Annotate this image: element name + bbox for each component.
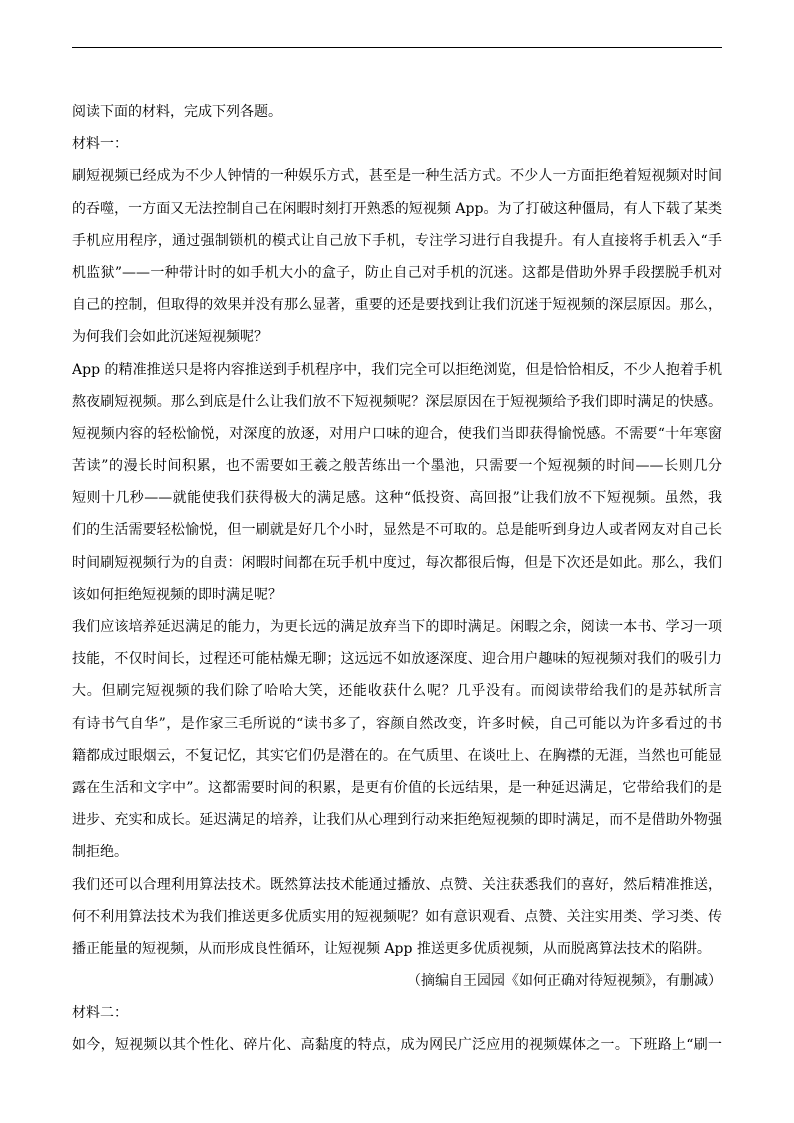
text-line: 如今，短视频以其个性化、碎片化、高黏度的特点，成为网民广泛应用的视频媒体之一。下班路上“刷一 [72,1037,722,1054]
source-note: （摘编自王园园《如何正确对待短视频》，有删减） [407,973,722,990]
text-line: 手机应用程序，通过强制锁机的模式让自己放下手机，专注学习进行自我提升。有人直接将手机丢入“手 [72,232,722,249]
text-line: 时间刷短视频行为的自责：闲暇时间都在玩手机中度过，每次都很后悔，但是下次还是如此。那么，我们 [72,554,722,571]
text-line: 播正能量的短视频，从而形成良性循环，让短视频 App 推送更多优质视频，从而脱离算法技术的陷阱。 [72,940,711,957]
instruction: 阅读下面的材料，完成下列各题。 [72,104,282,120]
text-line: 技能，不仅时间长，过程还可能枯燥无聊；这远远不如放逐深度、迎合用户趣味的短视频对我们的吸引力 [72,651,722,668]
text-line: 短视频内容的轻松愉悦，对深度的放逐，对用户口味的迎合，使我们当即获得愉悦感。不需要“十年寒窗 [72,425,722,442]
text-line: 的吞噬，一方面又无法控制自己在闲暇时刻打开熟悉的短视频 App。为了打破这种僵局，有人下载了某类 [72,200,722,217]
text-line: 机监狱”——一种带计时的如手机大小的盒子，防止自己对手机的沉迷。这都是借助外界手段摆脱手机对 [72,264,722,281]
text-line: 自己的控制，但取得的效果并没有那么显著，重要的还是要找到让我们沉迷于短视频的深层原因。那么， [72,297,722,314]
text-line: 露在生活和文字中”。这都需要时间的积累，是更有价值的长远结果，是一种延迟满足，它带给我们的是 [72,779,722,796]
material-2-title: 材料二： [72,1005,128,1022]
material-1-title: 材料一： [72,136,128,153]
text-line: 我们还可以合理利用算法技术。既然算法技术能通过播放、点赞、关注获悉我们的喜好，然后精准推送， [72,876,722,893]
text-line: 们的生活需要轻松愉悦，但一刷就是好几个小时，显然是不可取的。总是能听到身边人或者网友对自己长 [72,522,722,539]
text-line: 进步、充实和成长。延迟满足的培养，让我们从心理到行动来拒绝短视频的即时满足，而不是借助外物强 [72,812,722,829]
header-rule [72,47,722,48]
text-line: 该如何拒绝短视频的即时满足呢？ [72,586,282,603]
text-line: 短则十几秒——就能使我们获得极大的满足感。这种“低投资、高回报”让我们放不下短视频。虽然，我 [72,490,722,507]
text-line: 大。但刷完短视频的我们除了哈哈大笑，还能收获什么呢？几乎没有。而阅读带给我们的是苏轼所言 [72,683,722,700]
text-line: 何不利用算法技术为我们推送更多优质实用的短视频呢？如有意识观看、点赞、关注实用类、学习类、传 [72,908,722,925]
text-line: App 的精准推送只是将内容推送到手机程序中，我们完全可以拒绝浏览，但是恰恰相反，不少人抱着手机 [72,361,722,378]
text-line: 制拒绝。 [72,844,128,861]
text-line: 籍都成过眼烟云，不复记忆，其实它们仍是潜在的。在气质里、在谈吐上、在胸襟的无涯，当然也可能显 [72,747,722,764]
text-line: 熬夜刷短视频。那么到底是什么让我们放不下短视频呢？深层原因在于短视频给予我们即时满足的快感。 [72,393,722,410]
material-1-text [72,160,722,965]
document-body [72,96,722,1062]
material-2-text [72,1029,722,1061]
text-line: 刷短视频已经成为不少人钟情的一种娱乐方式，甚至是一种生活方式。不少人一方面拒绝着短视频对时间 [72,168,722,185]
text-line: 我们应该培养延迟满足的能力，为更长远的满足放弃当下的即时满足。闲暇之余，阅读一本书、学习一项 [72,619,722,635]
text-line: 为何我们会如此沉迷短视频呢？ [72,329,268,346]
text-line: 苦读”的漫长时间积累，也不需要如王羲之般苦练出一个墨池，只需要一个短视频的时间——长则几分 [72,458,722,475]
text-line: 有诗书气自华”，是作家三毛所说的“读书多了，容颜自然改变，许多时候，自己可能以为许多看过的书 [72,715,722,732]
